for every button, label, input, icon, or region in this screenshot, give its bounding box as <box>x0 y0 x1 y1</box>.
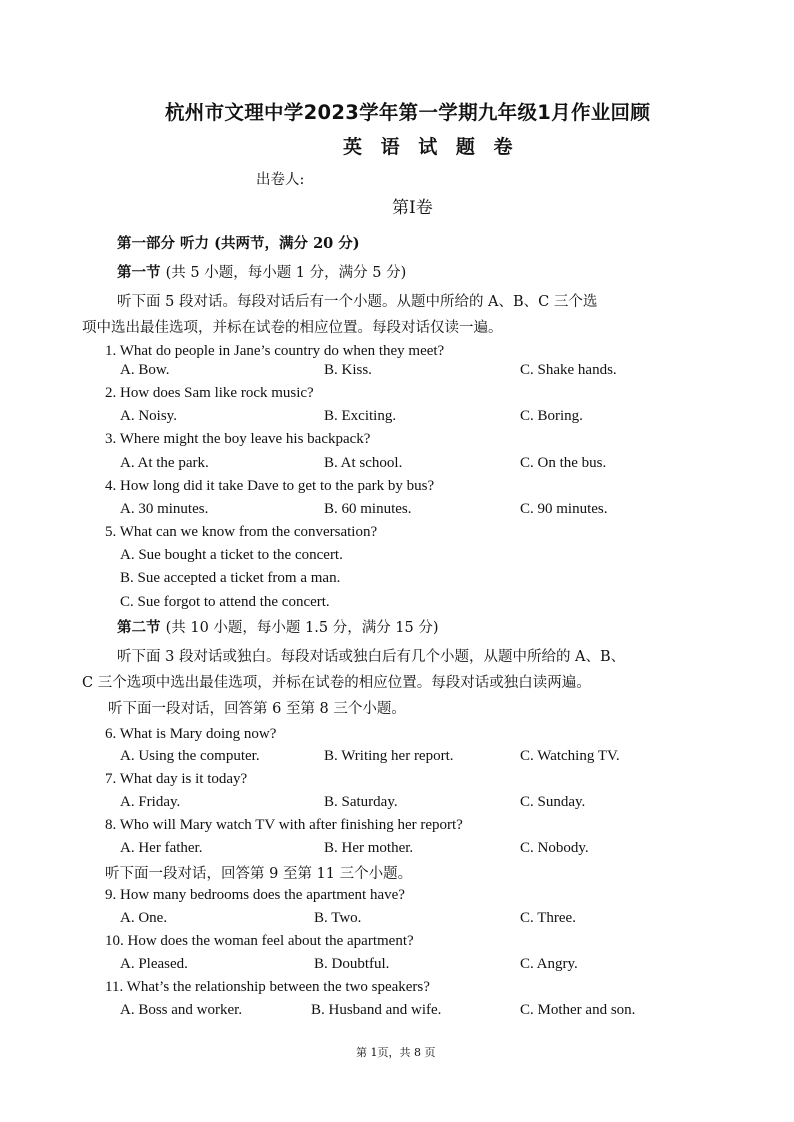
q8-option-c: C. Nobody. <box>520 840 589 856</box>
question-11: 11. What’s the relationship between the two speakers? <box>105 979 430 995</box>
part1-heading-line <box>117 232 360 253</box>
question-1: 1. What do people in Jane’s country do when they meet? <box>105 343 445 359</box>
q2-option-c: C. Boring. <box>520 408 583 424</box>
volume-label: 第I卷 <box>392 198 433 218</box>
part1-heading-note: (共两节，满分 20 分) <box>214 235 360 252</box>
q5-option-a: A. Sue bought a ticket to the concert. <box>120 547 343 563</box>
q1-option-c: C. Shake hands. <box>520 362 617 378</box>
section2-heading: 第二节 <box>117 619 161 636</box>
section2-note: (共 10 小题，每小题 1.5 分，满分 15 分) <box>165 620 439 636</box>
section2-instruction-2: C 三个选项中选出最佳选项，并标在试卷的相应位置。每段对话或独白读两遍。 <box>82 675 591 691</box>
q2-option-b: B. Exciting. <box>324 408 397 424</box>
q8-option-a: A. Her father. <box>120 840 203 856</box>
question-10: 10. How does the woman feel about the apartment? <box>105 933 414 949</box>
q9-option-b: B. Two. <box>314 910 362 926</box>
section1-note: (共 5 小题，每小题 1 分，满分 5 分) <box>165 265 407 281</box>
q4-option-b: B. 60 minutes. <box>324 501 412 517</box>
q6-option-b: B. Writing her report. <box>324 748 454 764</box>
q7-option-a: A. Friday. <box>120 794 181 810</box>
dialog-a-instruction: 听下面一段对话，回答第 6 至第 8 三个小题。 <box>108 701 406 717</box>
section1-heading: 第一节 <box>117 264 161 281</box>
page-title: 杭州市文理中学2023学年第一学期九年级1月作业回顾 <box>165 101 651 124</box>
section2-heading-line <box>117 616 439 637</box>
q6-option-a: A. Using the computer. <box>120 748 260 764</box>
question-4: 4. How long did it take Dave to get to the park by bus? <box>105 478 435 494</box>
q5-option-b: B. Sue accepted a ticket from a man. <box>120 570 341 586</box>
question-7: 7. What day is it today? <box>105 771 248 787</box>
question-9: 9. How many bedrooms does the apartment have? <box>105 887 405 903</box>
q10-option-a: A. Pleased. <box>120 956 188 972</box>
section1-heading-line <box>117 261 406 282</box>
author-label: 出卷人: <box>256 172 305 188</box>
q7-option-b: B. Saturday. <box>324 794 398 810</box>
q2-option-a: A. Noisy. <box>120 408 177 424</box>
q8-option-b: B. Her mother. <box>324 840 414 856</box>
q10-option-b: B. Doubtful. <box>314 956 390 972</box>
q3-option-b: B. At school. <box>324 455 403 471</box>
section1-instruction-1: 听下面 5 段对话。每段对话后有一个小题。从题中所给的 A、B、C 三个选 <box>117 294 598 310</box>
q5-option-c: C. Sue forgot to attend the concert. <box>120 594 330 610</box>
q3-option-a: A. At the park. <box>120 455 209 471</box>
question-5: 5. What can we know from the conversation? <box>105 524 378 540</box>
question-6: 6. What is Mary doing now? <box>105 726 277 742</box>
q1-option-a: A. Bow. <box>120 362 170 378</box>
section1-instruction-2: 项中选出最佳选项，并标在试卷的相应位置。每段对话仅读一遍。 <box>82 320 503 336</box>
q9-option-c: C. Three. <box>520 910 576 926</box>
q6-option-c: C. Watching TV. <box>520 748 620 764</box>
q11-option-c: C. Mother and son. <box>520 1002 636 1018</box>
question-8: 8. Who will Mary watch TV with after finishing her report? <box>105 817 463 833</box>
q3-option-c: C. On the bus. <box>520 455 607 471</box>
question-3: 3. Where might the boy leave his backpack? <box>105 431 371 447</box>
q11-option-b: B. Husband and wife. <box>311 1002 442 1018</box>
q10-option-c: C. Angry. <box>520 956 578 972</box>
part1-heading: 第一部分 听力 <box>117 235 210 252</box>
q1-option-b: B. Kiss. <box>324 362 372 378</box>
section2-instruction-1: 听下面 3 段对话或独白。每段对话或独白后有几个小题，从题中所给的 A、B、 <box>117 649 626 665</box>
page-number: 第 1页，共 8 页 <box>356 1046 436 1059</box>
q7-option-c: C. Sunday. <box>520 794 586 810</box>
question-2: 2. How does Sam like rock music? <box>105 385 314 401</box>
dialog-b-instruction: 听下面一段对话，回答第 9 至第 11 三个小题。 <box>105 866 413 882</box>
q4-option-a: A. 30 minutes. <box>120 501 209 517</box>
exam-subtitle: 英 语 试 题 卷 <box>343 136 519 158</box>
q9-option-a: A. One. <box>120 910 168 926</box>
q11-option-a: A. Boss and worker. <box>120 1002 243 1018</box>
q4-option-c: C. 90 minutes. <box>520 501 608 517</box>
